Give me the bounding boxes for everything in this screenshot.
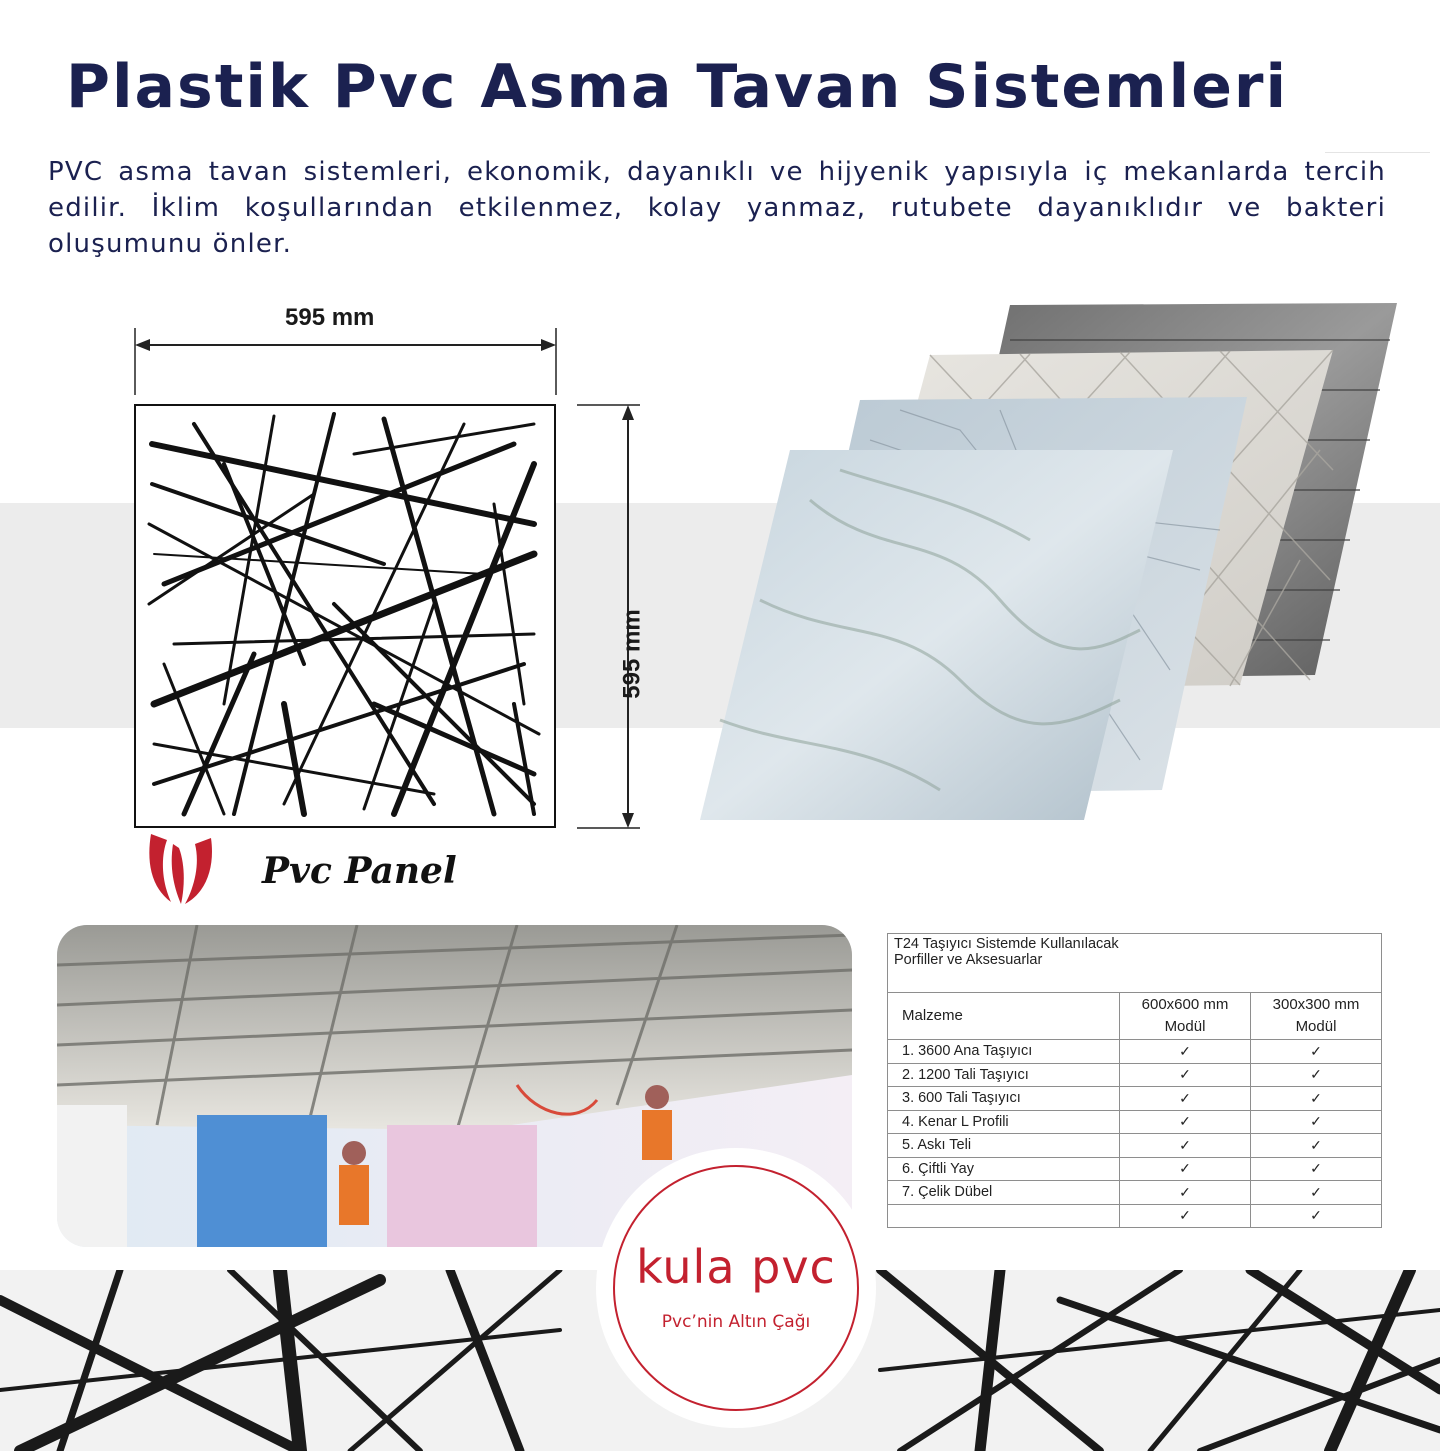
pvc-panel-pattern (134, 404, 556, 828)
check-mark-300: ✓ (1251, 1040, 1382, 1064)
table-caption (888, 934, 1382, 993)
check-mark-300: ✓ (1251, 1134, 1382, 1158)
logo-name: kula pvc (636, 1240, 836, 1294)
check-mark-600: ✓ (1120, 1087, 1251, 1111)
check-mark-600: ✓ (1120, 1134, 1251, 1158)
check-mark-600: ✓ (1120, 1181, 1251, 1205)
col-header-300: 300x300 mm Modül (1251, 993, 1382, 1040)
check-mark-300: ✓ (1251, 1087, 1382, 1111)
height-label: 595 mm (618, 609, 646, 699)
col-header-600: 600x600 mm Modül (1120, 993, 1251, 1040)
check-mark-300: ✓ (1251, 1157, 1382, 1181)
check-mark-600: ✓ (1120, 1063, 1251, 1087)
table-row (888, 1181, 1382, 1205)
table-row (888, 1040, 1382, 1064)
table-caption-line2: Porfiller ve Aksesuarlar (894, 952, 1043, 968)
table-row (888, 1063, 1382, 1087)
row-item: 5. Askı Teli (888, 1134, 1120, 1158)
spec-table (887, 933, 1382, 1228)
col-header-material: Malzeme (888, 993, 1120, 1040)
check-mark-600: ✓ (1120, 1204, 1251, 1228)
kula-pvc-logo (598, 1150, 874, 1426)
table-row (888, 1110, 1382, 1134)
pvc-panel-label: Pvc Panel (262, 850, 457, 892)
check-mark-300: ✓ (1251, 1110, 1382, 1134)
row-item: 1. 3600 Ana Taşıyıcı (888, 1040, 1120, 1064)
table-row (888, 1204, 1382, 1228)
row-item: 2. 1200 Tali Taşıyıcı (888, 1063, 1120, 1087)
check-mark-300: ✓ (1251, 1181, 1382, 1205)
row-item: 3. 600 Tali Taşıyıcı (888, 1087, 1120, 1111)
check-mark-600: ✓ (1120, 1157, 1251, 1181)
table-row (888, 1134, 1382, 1158)
row-item: 6. Çiftli Yay (888, 1157, 1120, 1181)
table-caption-line1: T24 Taşıyıcı Sistemde Kullanılacak (894, 936, 1119, 952)
intro-paragraph: PVC asma tavan sistemleri, ekonomik, dayanıklı ve hijyenik yapısıyla iç mekanlarda tercih edilir. İklim koşullarından etkilenmez, kolay yanmaz, rutubete dayanıklıdır ve bakteri oluşumunu önler. (48, 157, 1386, 259)
tulip-logo-icon (145, 830, 215, 906)
ceiling-tile-samples (700, 300, 1410, 825)
logo-slogan: Pvc’nin Altın Çağı (661, 1312, 811, 1332)
check-mark-600: ✓ (1120, 1040, 1251, 1064)
check-mark-300: ✓ (1251, 1204, 1382, 1228)
check-mark-300: ✓ (1251, 1063, 1382, 1087)
row-item: 4. Kenar L Profili (888, 1110, 1120, 1134)
width-label: 595 mm (285, 304, 375, 331)
check-mark-600: ✓ (1120, 1110, 1251, 1134)
row-item: 7. Çelik Dübel (888, 1181, 1120, 1205)
table-row (888, 1157, 1382, 1181)
row-item (888, 1204, 1120, 1228)
title-divider (1325, 152, 1430, 153)
table-row (888, 1087, 1382, 1111)
page-title: Plastik Pvc Asma Tavan Sistemleri (66, 52, 1289, 122)
